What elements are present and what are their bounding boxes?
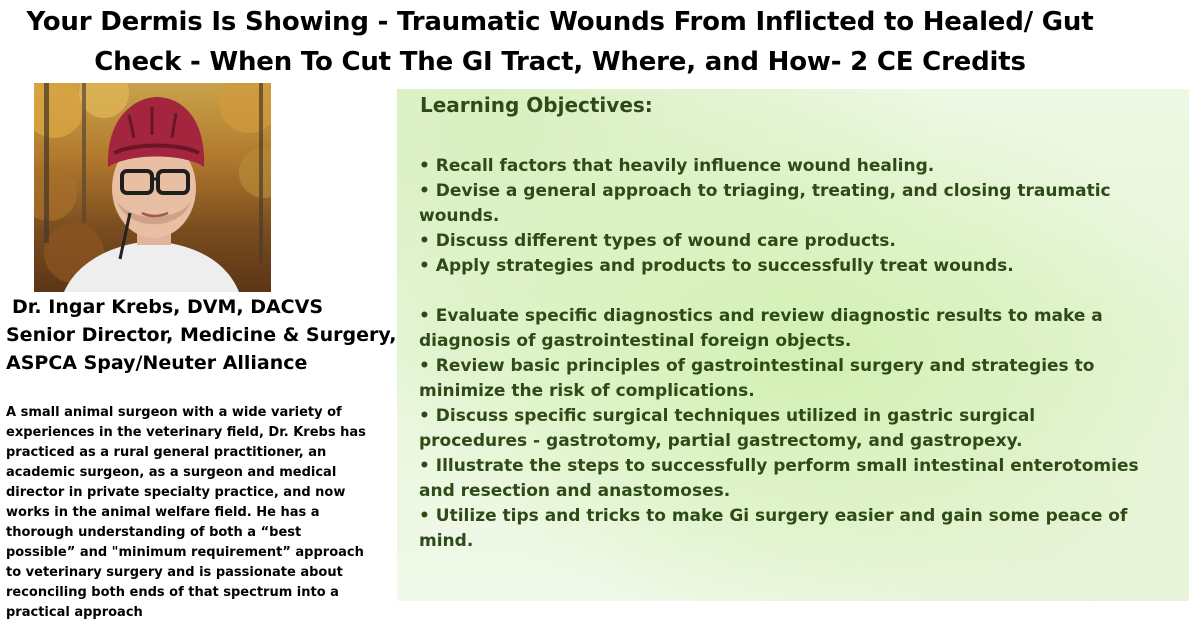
objective-item: • Discuss specific surgical techniques utilized in gastric surgical procedures - gastrotomy, partial gastrectomy, and gastropexy. [419,406,1036,451]
objectives-heading: Learning Objectives: [420,93,653,117]
objective-item: • Recall factors that heavily influence wound healing. [419,156,935,176]
objective-item: • Utilize tips and tricks to make Gi surgery easier and gain some peace of mind. [419,506,1128,551]
title-line-1: Your Dermis Is Showing - Traumatic Wounds From Inflicted to Healed/ Gut [26,7,1094,37]
speaker-info [6,293,397,377]
objective-item: • Apply strategies and products to successfully treat wounds. [419,256,1014,276]
speaker-role: Senior Director, Medicine & Surgery, [6,324,397,346]
objective-item: • Devise a general approach to triaging, treating, and closing traumatic wounds. [419,181,1111,226]
speaker-name: Dr. Ingar Krebs, DVM, DACVS [12,296,324,318]
objective-item: • Illustrate the steps to successfully perform small intestinal enterotomies and resection and anastomoses. [419,456,1139,501]
speaker-bio: A small animal surgeon with a wide variety of experiences in the veterinary field, Dr. Krebs has practiced as a rural general practitioner, an academic surgeon, as a surgeon and medical director in private specialty practice, and now works in the animal welfare field. He has a thorough understanding of both a “best possible” and "minimum requirement” approach to veterinary surgery and is passionate about reconciling both ends of that spectrum into a practical approach [6,405,366,620]
objectives-list [419,154,1149,554]
speaker-organization: ASPCA Spay/Neuter Alliance [6,352,308,374]
objective-item: • Review basic principles of gastrointestinal surgery and strategies to minimize the risk of complications. [419,356,1095,401]
page-title [0,2,1120,82]
learning-objectives-panel [397,89,1189,601]
objective-item: • Discuss different types of wound care products. [419,231,896,251]
speaker-photo [34,83,271,292]
title-line-2: Check - When To Cut The GI Tract, Where, and How- 2 CE Credits [94,47,1026,77]
objective-item: • Evaluate specific diagnostics and review diagnostic results to make a diagnosis of gastrointestinal foreign objects. [419,306,1103,351]
